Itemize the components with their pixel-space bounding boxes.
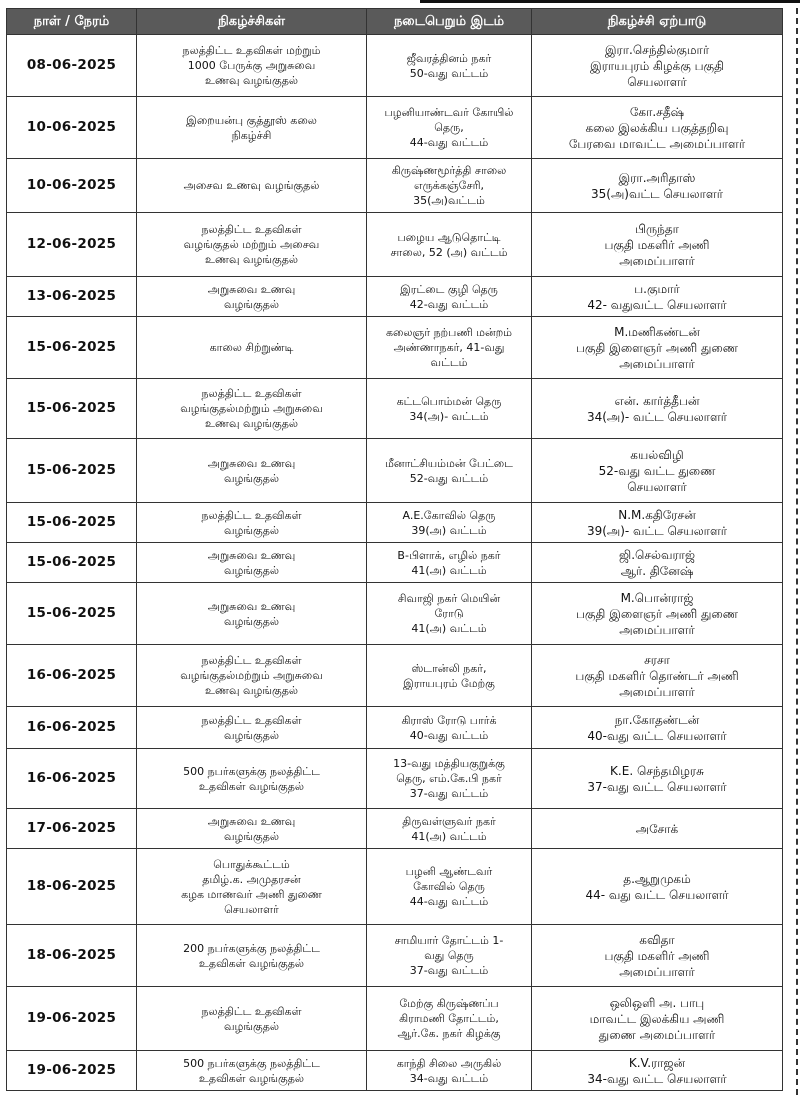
cell-date: 18-06-2025 <box>7 925 137 987</box>
cell-date: 15-06-2025 <box>7 317 137 379</box>
cell-organizer <box>532 583 783 645</box>
cell-organizer-line: K.E. செந்தமிழரசு <box>610 763 704 778</box>
cell-event-line: நலத்திட்ட உதவிகள் <box>201 223 302 236</box>
cell-venue-line: காந்தி சிலை அருகில் <box>396 1056 502 1070</box>
cell-organizer-line: பகுதி மகளிர் அணி <box>604 237 710 252</box>
table-row <box>7 439 783 503</box>
cell-venue-line: ரோடு <box>434 607 464 620</box>
cell-venue <box>367 159 532 213</box>
cell-venue-line: 41(அ) வட்டம் <box>411 829 487 843</box>
cell-venue-line: ஸ்டான்லி நகர், <box>411 661 487 675</box>
table-row <box>7 543 783 583</box>
cell-organizer-line: பகுதி மகளிர் அணி <box>604 948 710 963</box>
cell-organizer <box>532 503 783 543</box>
cell-event-line: கழக மாணவர் அணி துணை <box>181 887 322 901</box>
cell-venue <box>367 749 532 809</box>
cell-event <box>137 317 367 379</box>
cell-organizer-line: 52-வது வட்ட துணை <box>598 463 716 478</box>
cell-organizer-line: பகுதி இளைஞர் அணி துணை <box>575 340 739 355</box>
cell-event-line: உதவிகள் வழங்குதல் <box>198 1071 305 1085</box>
cell-venue <box>367 809 532 849</box>
cell-event-line: அறுசுவை உணவு <box>207 282 296 296</box>
cell-event <box>137 1051 367 1091</box>
cell-event <box>137 35 367 97</box>
cell-event-line: அசைவ உணவு வழங்குதல் <box>183 179 320 192</box>
cell-venue-line: 50-வது வட்டம் <box>409 66 489 80</box>
cell-venue-line: தெரு, <box>434 121 464 134</box>
cell-organizer-line: அமைப்பாளர் <box>619 253 695 268</box>
cell-organizer <box>532 317 783 379</box>
cell-organizer-line: M.மணிகண்டன் <box>614 324 700 339</box>
cell-organizer <box>532 213 783 277</box>
cell-venue-line: 40-வது வட்டம் <box>409 728 489 742</box>
cell-organizer <box>532 1051 783 1091</box>
cell-date: 16-06-2025 <box>7 645 137 707</box>
header-venue: நடைபெறும் இடம் <box>367 9 532 35</box>
cell-venue-line: 35(அ)வட்டம் <box>413 194 485 207</box>
cell-event-line: 1000 பேருக்கு அறுசுவை <box>187 59 316 72</box>
cell-venue-line: இரட்டை குழி தெரு <box>400 282 498 296</box>
cell-venue <box>367 645 532 707</box>
table-row <box>7 503 783 543</box>
cell-organizer-line: ஜி.செல்வராஜ் <box>619 547 695 562</box>
cell-organizer-line: 39(அ)- வட்ட செயலாளர் <box>586 523 728 538</box>
cell-event-line: 200 நபர்களுக்கு நலத்திட்ட <box>183 941 320 955</box>
cell-date: 08-06-2025 <box>7 35 137 97</box>
event-schedule-table <box>6 8 783 1091</box>
cell-venue <box>367 379 532 439</box>
table-row <box>7 159 783 213</box>
cell-date: 17-06-2025 <box>7 809 137 849</box>
cell-organizer-line: கயல்விழி <box>630 447 684 462</box>
cell-venue-line: சாமியார் தோட்டம் 1- <box>394 934 504 947</box>
cell-event-line: வழங்குதல் <box>223 728 280 742</box>
cell-organizer-line: செயலாளர் <box>627 479 687 494</box>
cell-venue-line: வது தெரு <box>424 949 474 962</box>
cell-venue-line: 44-வது வட்டம் <box>409 136 489 149</box>
cell-event <box>137 583 367 645</box>
cell-event-line: உணவு வழங்குதல் <box>204 253 299 266</box>
table-body <box>7 35 783 1091</box>
cell-event-line: நலத்திட்ட உதவிகள் <box>201 713 302 727</box>
cell-organizer-line: அமைப்பாளர் <box>619 356 695 371</box>
cell-date: 19-06-2025 <box>7 987 137 1051</box>
cell-venue-line: 34-வது வட்டம் <box>409 1071 489 1085</box>
cell-venue-line: மீனாட்சியம்மன் பேட்டை <box>385 456 513 470</box>
cell-venue <box>367 213 532 277</box>
table-row <box>7 809 783 849</box>
cell-venue <box>367 439 532 503</box>
cell-organizer-line: அமைப்பாளர் <box>619 964 695 979</box>
cell-venue-line: 41(அ) வட்டம் <box>411 563 487 577</box>
cell-event-line: உணவு வழங்குதல் <box>204 74 299 87</box>
cell-event-line: உணவு வழங்குதல் <box>204 417 299 430</box>
cell-event <box>137 809 367 849</box>
cell-event-line: வழங்குதல்மற்றும் அறுசுவை <box>180 402 323 415</box>
cell-venue-line: சிவாஜி நகர் மெயின் <box>397 592 501 605</box>
cell-venue-line: பழனியாண்டவர் கோயில் <box>384 106 514 119</box>
cell-organizer <box>532 439 783 503</box>
cell-venue-line: ஆர்.கே. நகர் கிழக்கு <box>397 1027 501 1040</box>
cell-date: 10-06-2025 <box>7 159 137 213</box>
cell-date: 10-06-2025 <box>7 97 137 159</box>
cell-event-line: வழங்குதல் <box>223 829 280 843</box>
cell-venue-line: மேற்கு கிருஷ்ணப்ப <box>399 997 499 1010</box>
cell-organizer-line: கலை இலக்கிய பகுத்தறிவு <box>585 120 729 135</box>
table-row <box>7 707 783 749</box>
cell-organizer-line: மாவட்ட இலக்கிய அணி <box>589 1011 725 1026</box>
cell-venue <box>367 583 532 645</box>
cell-venue <box>367 707 532 749</box>
cell-event-line: நலத்திட்ட உதவிகள் <box>201 654 302 667</box>
cell-venue <box>367 503 532 543</box>
cell-organizer-line: K.V.ராஜன் <box>628 1055 686 1070</box>
header-date-time: நாள் / நேரம் <box>7 9 137 35</box>
cell-venue-line: எருக்கஞ்சேரி, <box>414 179 484 192</box>
cell-organizer-line: 34(அ)- வட்ட செயலாளர் <box>586 409 728 424</box>
cell-event-line: உணவு வழங்குதல் <box>204 684 299 697</box>
cell-organizer-line: 37-வது வட்ட செயலாளர் <box>587 779 727 794</box>
table-row <box>7 987 783 1051</box>
cell-organizer-line: பகுதி இளைஞர் அணி துணை <box>575 606 739 621</box>
cell-organizer <box>532 35 783 97</box>
cell-organizer-line: பேரவை மாவட்ட அமைப்பாளர் <box>568 136 746 151</box>
cell-venue-line: ஜீவரத்தினம் நகர் <box>406 51 492 65</box>
cell-event <box>137 213 367 277</box>
cell-venue-line: 44-வது வட்டம் <box>409 895 489 908</box>
cell-organizer-line: ஆர். தினேஷ் <box>620 563 694 578</box>
cell-date: 16-06-2025 <box>7 707 137 749</box>
cell-event <box>137 503 367 543</box>
cell-venue <box>367 987 532 1051</box>
cell-venue-line: 42-வது வட்டம் <box>409 297 489 311</box>
cell-venue-line: பழைய ஆடுதொட்டி <box>397 230 501 244</box>
cell-organizer-line: 42- வதுவட்ட செயலாளர் <box>587 297 727 312</box>
cell-organizer-line: N.M.கதிரேசன் <box>618 507 696 522</box>
cell-event-line: தமிழ்.க. அமுதரசன் <box>202 872 301 886</box>
cell-event <box>137 439 367 503</box>
cell-event-line: அறுசுவை உணவு <box>207 599 296 613</box>
cell-date: 15-06-2025 <box>7 439 137 503</box>
cell-organizer-line: 40-வது வட்ட செயலாளர் <box>587 728 727 743</box>
cell-venue-line: அண்ணாநகர், 41-வது <box>393 341 505 354</box>
table-row <box>7 583 783 645</box>
cell-organizer-line: கவிதா <box>639 932 675 947</box>
cell-event-line: 500 நபர்களுக்கு நலத்திட்ட <box>183 764 320 778</box>
cell-event-line: அறுசுவை உணவு <box>207 814 296 828</box>
cell-event-line: நலத்திட்ட உதவிகள் மற்றும் <box>182 44 321 57</box>
cell-venue <box>367 849 532 925</box>
cell-date: 19-06-2025 <box>7 1051 137 1091</box>
table-row <box>7 1051 783 1091</box>
cell-event-line: அறுசுவை உணவு <box>207 548 296 562</box>
cell-organizer-line: அசோக் <box>635 821 679 836</box>
table-row <box>7 213 783 277</box>
cell-venue-line: 37-வது வட்டம் <box>409 787 489 800</box>
cell-event-line: செயலாளர் <box>224 902 279 916</box>
cell-venue-line: 37-வது வட்டம் <box>409 964 489 977</box>
cell-event <box>137 277 367 317</box>
cell-date: 12-06-2025 <box>7 213 137 277</box>
cell-organizer-line: சரசா <box>644 652 670 667</box>
header-events: நிகழ்ச்சிகள் <box>137 9 367 35</box>
cell-venue <box>367 277 532 317</box>
cell-venue <box>367 1051 532 1091</box>
header-organizer: நிகழ்ச்சி ஏற்பாடு <box>532 9 783 35</box>
cell-date: 15-06-2025 <box>7 503 137 543</box>
cell-organizer <box>532 277 783 317</box>
cell-event-line: நலத்திட்ட உதவிகள் <box>201 387 302 400</box>
cell-venue-line: தெரு, எம்.கே.பி நகர் <box>396 772 502 785</box>
cell-venue-line: 39(அ) வட்டம் <box>411 523 487 537</box>
cell-event-line: அறுசுவை உணவு <box>207 456 296 470</box>
cell-organizer <box>532 749 783 809</box>
table-row <box>7 277 783 317</box>
cell-venue-line: கட்டபொம்மன் தெரு <box>396 394 502 408</box>
cell-venue-line: சாலை, 52 (அ) வட்டம் <box>390 245 508 259</box>
cell-organizer <box>532 707 783 749</box>
cell-event <box>137 707 367 749</box>
cell-organizer <box>532 809 783 849</box>
cell-organizer-line: துணை அமைப்பாளர் <box>598 1027 716 1042</box>
cell-organizer <box>532 925 783 987</box>
cell-organizer-line: 35(அ)வட்ட செயலாளர் <box>591 186 723 201</box>
cell-event-line: இறையன்பு குத்தூஸ் கலை <box>186 113 317 127</box>
cell-organizer-line: நா.கோதண்டன் <box>614 712 700 727</box>
cell-event-line: வழங்குதல் <box>223 614 280 628</box>
cell-organizer-line: ஒலிஒளி அ. பாபு <box>609 995 705 1010</box>
cell-venue-line: பழனி ஆண்டவர் <box>405 865 493 878</box>
cell-event-line: பொதுக்கூட்டம் <box>213 857 290 871</box>
cell-organizer-line: 44- வது வட்ட செயலாளர் <box>585 887 729 902</box>
cell-venue-line: கிராஸ் ரோடு பார்க் <box>401 713 497 727</box>
cell-event-line: உதவிகள் வழங்குதல் <box>198 956 305 970</box>
top-rule <box>420 0 800 3</box>
table-row <box>7 35 783 97</box>
cell-venue <box>367 97 532 159</box>
cell-organizer-line: ப.குமார் <box>634 281 680 296</box>
cell-organizer-line: பகுதி மகளிர் தொண்டர் அணி <box>575 668 739 683</box>
table-row <box>7 379 783 439</box>
cell-organizer-line: M.பொன்ராஜ் <box>620 590 694 605</box>
table-row <box>7 849 783 925</box>
cell-venue-line: 41(அ) வட்டம் <box>411 622 487 635</box>
cell-venue <box>367 317 532 379</box>
cell-organizer-line: அமைப்பாளர் <box>619 622 695 637</box>
cell-venue-line: கிராமணி தோட்டம், <box>399 1012 499 1025</box>
cell-venue-line: திருவள்ளுவர் நகர் <box>402 814 496 828</box>
cell-organizer <box>532 159 783 213</box>
cell-date: 18-06-2025 <box>7 849 137 925</box>
cell-organizer <box>532 849 783 925</box>
dashed-border <box>796 8 798 1095</box>
cell-organizer <box>532 97 783 159</box>
cell-date: 13-06-2025 <box>7 277 137 317</box>
cell-date: 16-06-2025 <box>7 749 137 809</box>
table-row <box>7 925 783 987</box>
cell-event <box>137 849 367 925</box>
cell-venue <box>367 35 532 97</box>
cell-date: 15-06-2025 <box>7 379 137 439</box>
cell-venue-line: இராயபுரம் மேற்கு <box>403 676 495 690</box>
cell-venue-line: 34(அ)- வட்டம் <box>409 409 489 423</box>
cell-event <box>137 749 367 809</box>
cell-event <box>137 543 367 583</box>
cell-venue-line: 13-வது மத்தியகுறுக்கு <box>393 757 505 770</box>
cell-event <box>137 645 367 707</box>
table-row <box>7 749 783 809</box>
table-row <box>7 645 783 707</box>
cell-event-line: வழங்குதல் <box>223 523 280 537</box>
cell-event <box>137 925 367 987</box>
cell-event-line: உதவிகள் வழங்குதல் <box>198 779 305 793</box>
cell-event-line: வழங்குதல் <box>223 1019 280 1033</box>
cell-event <box>137 987 367 1051</box>
cell-venue-line: B-பிளாக், எழில் நகர் <box>397 548 501 562</box>
cell-venue <box>367 925 532 987</box>
cell-event-line: நிகழ்ச்சி <box>231 128 272 142</box>
cell-event-line: நலத்திட்ட உதவிகள் <box>201 508 302 522</box>
cell-venue-line: வட்டம் <box>430 356 468 369</box>
cell-organizer-line: இரா.செந்தில்குமார் <box>604 42 710 57</box>
cell-event <box>137 159 367 213</box>
cell-organizer-line: இராயபுரம் கிழக்கு பகுதி <box>590 58 724 73</box>
cell-organizer <box>532 987 783 1051</box>
cell-date: 15-06-2025 <box>7 543 137 583</box>
cell-venue-line: கோவில் தெரு <box>413 880 485 893</box>
cell-date: 15-06-2025 <box>7 583 137 645</box>
cell-event <box>137 97 367 159</box>
table-row <box>7 97 783 159</box>
cell-venue-line: கலைஞர் நற்பணி மன்றம் <box>385 326 513 339</box>
cell-event-line: 500 நபர்களுக்கு நலத்திட்ட <box>183 1056 320 1070</box>
cell-event-line: வழங்குதல் மற்றும் அசைவ <box>183 238 320 251</box>
cell-venue <box>367 543 532 583</box>
cell-organizer <box>532 379 783 439</box>
table-row <box>7 317 783 379</box>
cell-event-line: நலத்திட்ட உதவிகள் <box>201 1004 302 1018</box>
cell-organizer <box>532 543 783 583</box>
cell-venue-line: 52-வது வட்டம் <box>409 471 489 485</box>
header-row <box>7 9 783 35</box>
cell-organizer-line: கோ.சதீஷ் <box>629 104 685 119</box>
cell-organizer-line: 34-வது வட்ட செயலாளர் <box>587 1071 727 1086</box>
cell-venue-line: கிருஷ்ணமூர்த்தி சாலை <box>391 164 507 177</box>
cell-organizer-line: செயலாளர் <box>627 74 687 89</box>
cell-event <box>137 379 367 439</box>
cell-organizer-line: இரா.அரிதாஸ் <box>618 170 696 185</box>
cell-organizer <box>532 645 783 707</box>
cell-event-line: வழங்குதல் <box>223 471 280 485</box>
cell-event-line: வழங்குதல்மற்றும் அறுசுவை <box>180 669 323 682</box>
cell-organizer-line: பிருந்தா <box>635 221 679 236</box>
cell-organizer-line: அமைப்பாளர் <box>619 684 695 699</box>
cell-organizer-line: த.ஆறுமுகம் <box>623 871 691 886</box>
cell-event-line: வழங்குதல் <box>223 297 280 311</box>
cell-event-line: காலை சிற்றுண்டி <box>209 341 294 354</box>
cell-event-line: வழங்குதல் <box>223 563 280 577</box>
cell-venue-line: A.E.கோவில் தெரு <box>402 508 496 522</box>
cell-organizer-line: என். கார்த்தீபன் <box>614 393 700 408</box>
